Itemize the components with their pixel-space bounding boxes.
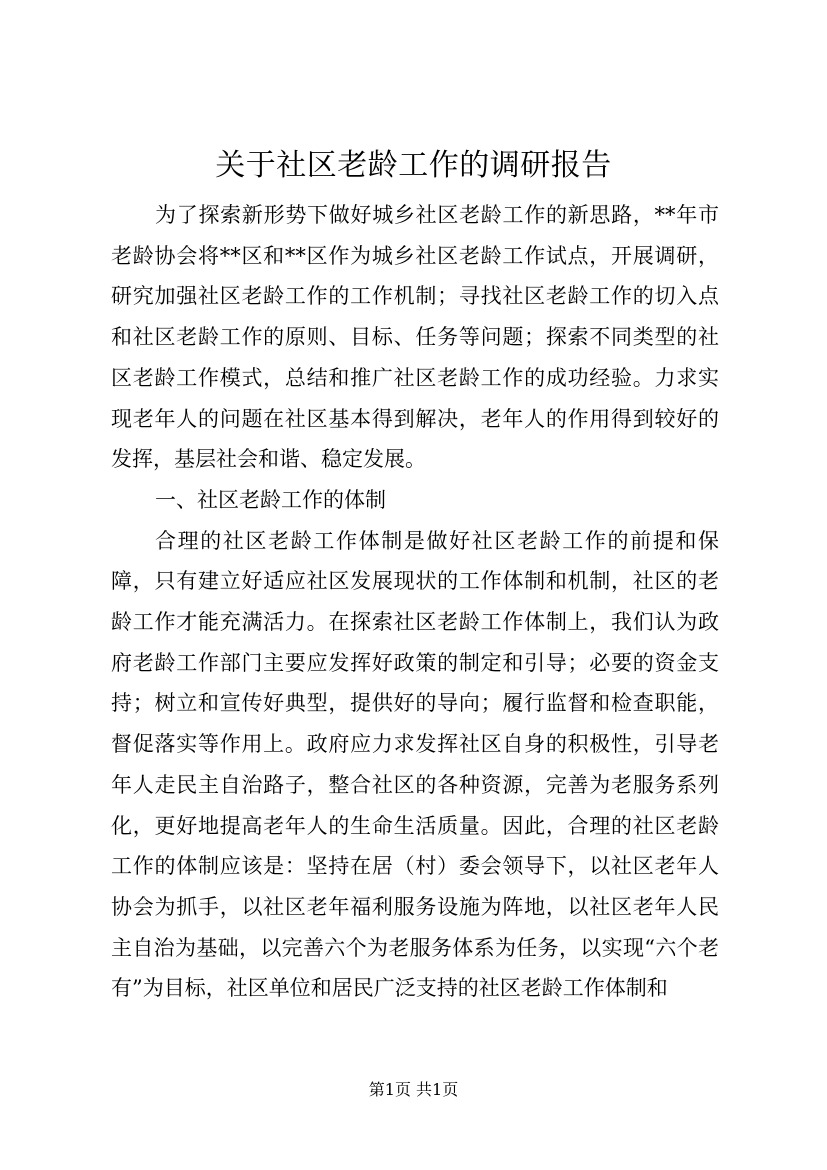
section-paragraph: 合理的社区老龄工作体制是做好社区老龄工作的前提和保障，只有建立好适应社区发展现状的工作体制和机制，社区的老龄工作才能充满活力。在探索社区老龄工作体制上，我们认为政府老龄工作部门主要应发挥好政策的制定和引导；必要的资金支持；树立和宣传好典型，提供好的导向；履行监督和检查职能，督促落实等作用上。政府应力求发挥社区自身的积极性，引导老年人走民主自治路子，整合社区的各种资源，完善为老服务系列化，更好地提高老年人的生命生活质量。因此，合理的社区老龄工作的体制应该是：坚持在居（村）委会领导下，以社区老年人协会为抓手，以社区老年福利服务设施为阵地，以社区老年人民主自治为基础，以完善六个为老服务体系为任务，以实现“六个老有”为目标，社区单位和居民广泛支持的社区老龄工作体制和	[111, 528, 719, 1001]
intro-paragraph: 为了探索新形势下做好城乡社区老龄工作的新思路，**年市老龄协会将**区和**区作为城乡社区老龄工作试点，开展调研，研究加强社区老龄工作的工作机制；寻找社区老龄工作的切入点和社区老龄工作的原则、目标、任务等问题；探索不同类型的社区老龄工作模式，总结和推广社区老龄工作的成功经验。力求实现老年人的问题在社区基本得到解决，老年人的作用得到较好的发挥，基层社会和谐、稳定发展。	[111, 203, 719, 472]
section-heading: 一、社区老龄工作的体制	[155, 487, 386, 512]
document-body	[111, 195, 719, 1009]
page-footer: 第1页 共1页	[368, 1080, 459, 1099]
document-title: 关于社区老龄工作的调研报告	[215, 148, 612, 183]
